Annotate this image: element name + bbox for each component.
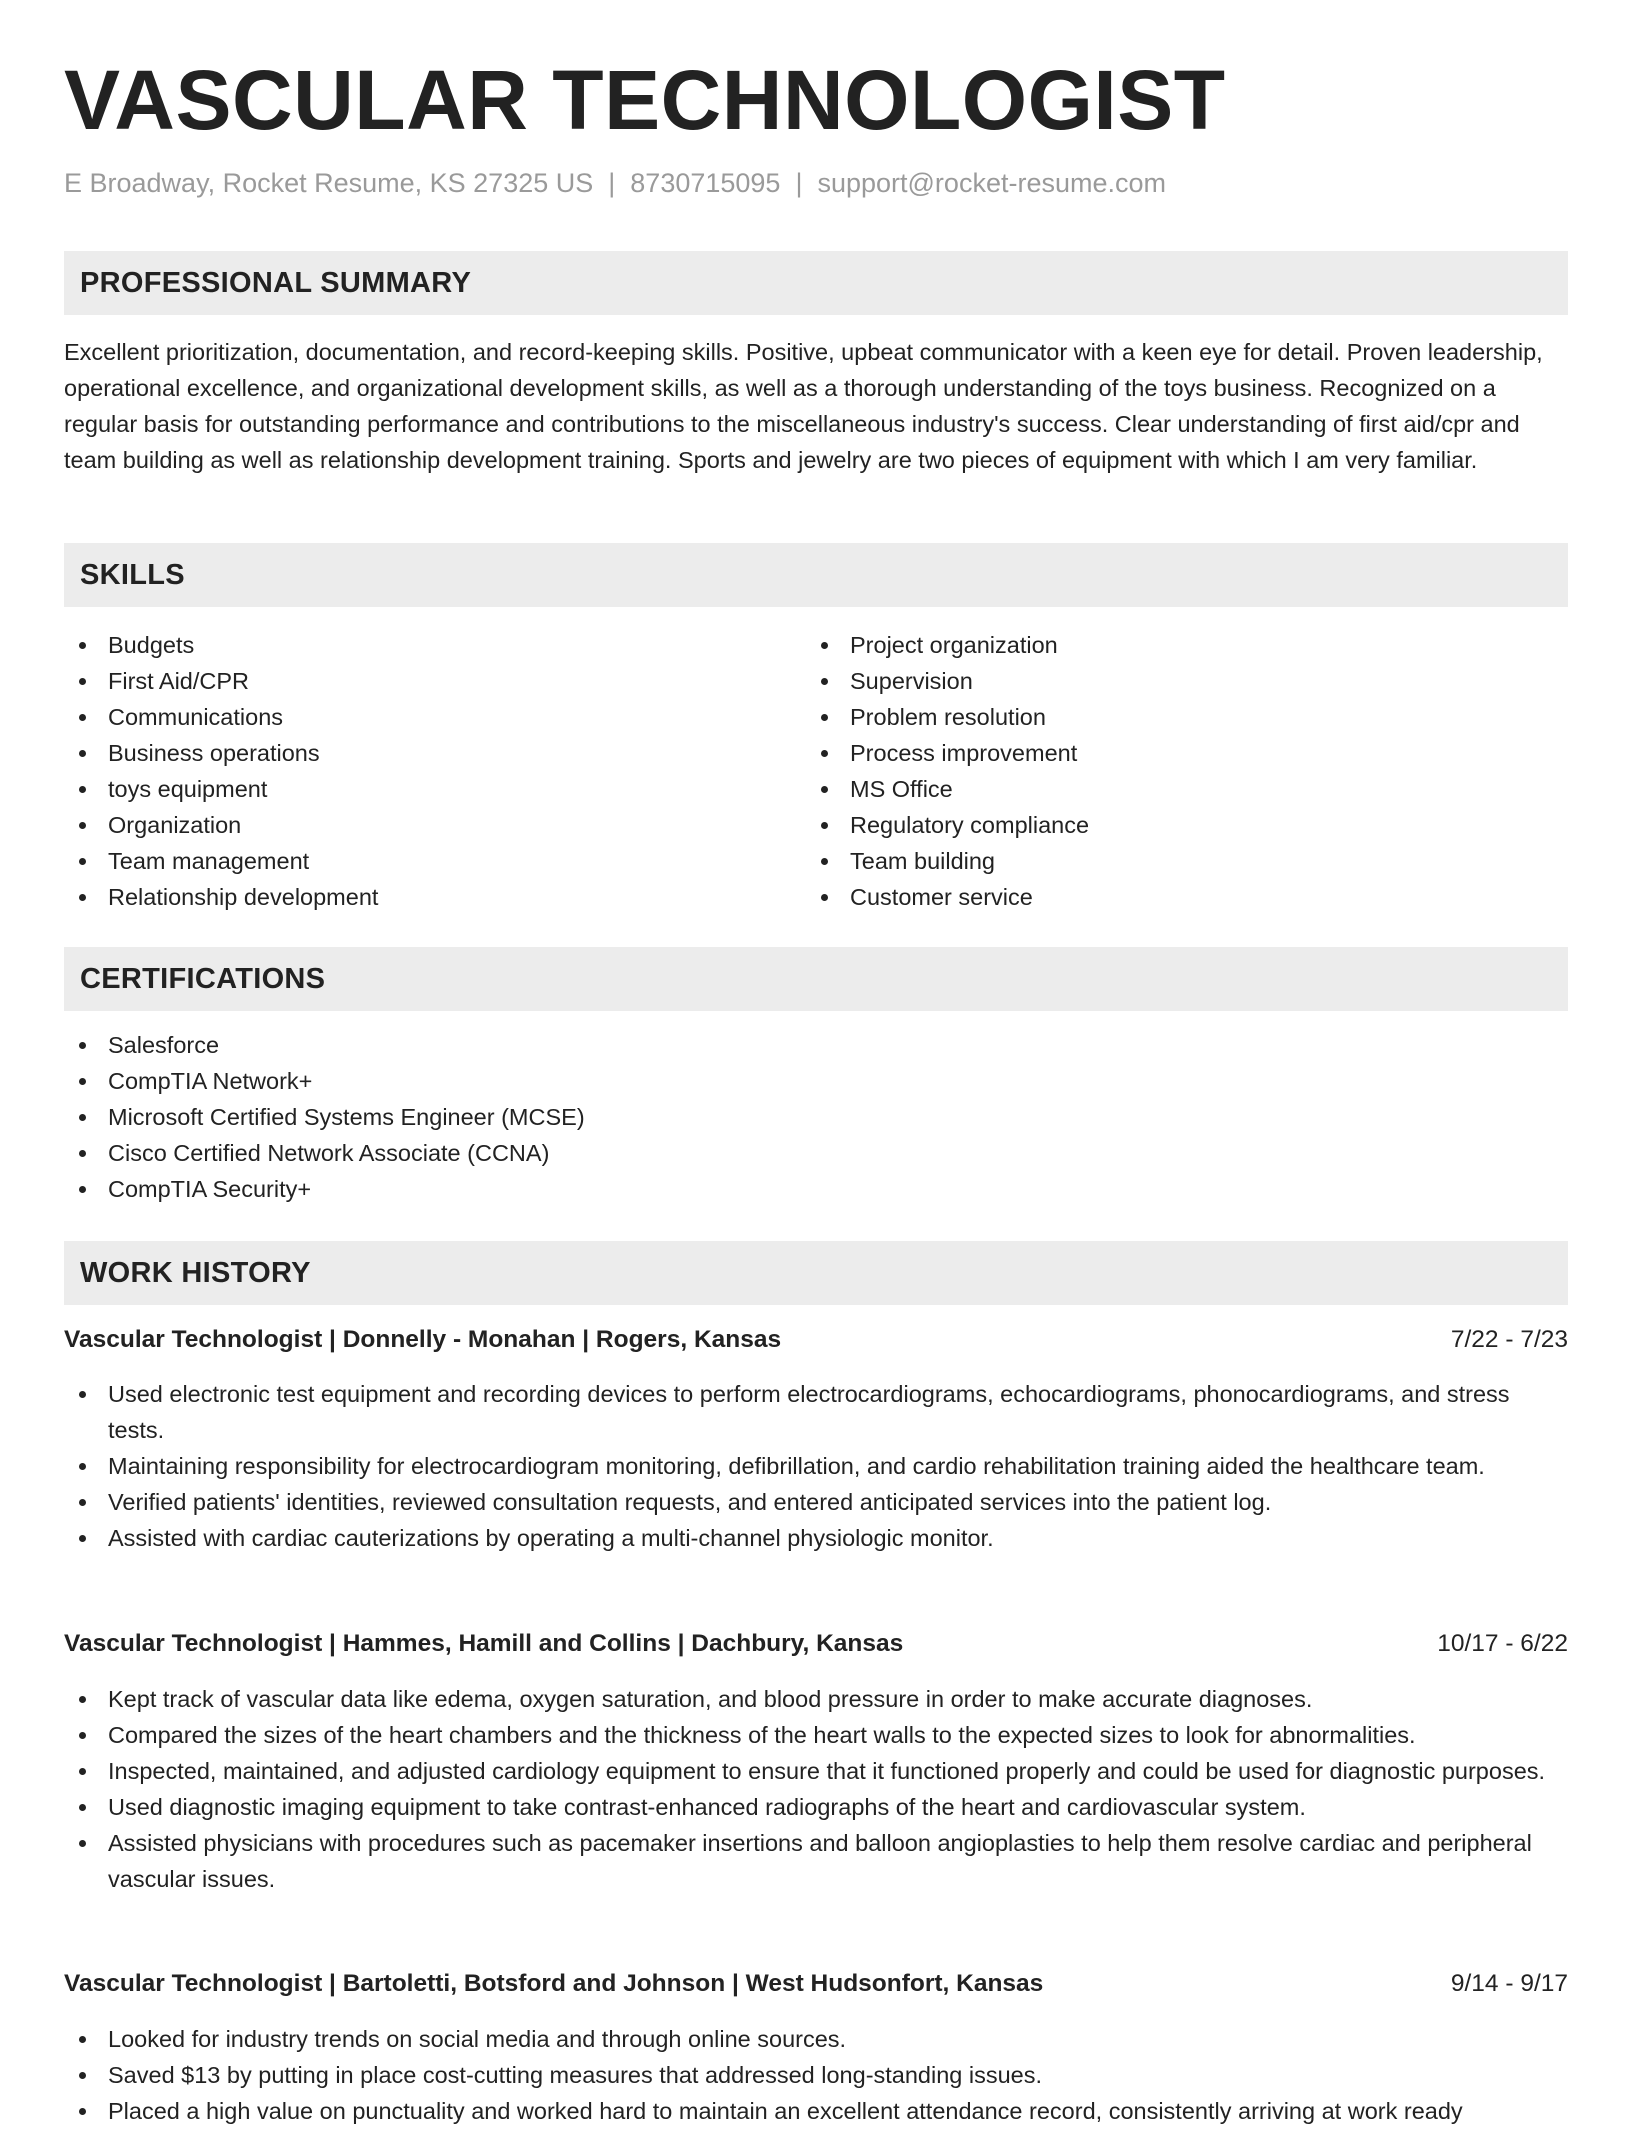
certification-item: Cisco Certified Network Associate (CCNA) [64, 1135, 1568, 1171]
section-header-summary: PROFESSIONAL SUMMARY [64, 251, 1568, 315]
job-bullet: Saved $13 by putting in place cost-cutting measures that addressed long-standing issues. [64, 2057, 1568, 2093]
job-bullet: Used electronic test equipment and recording devices to perform electrocardiograms, echocardiograms, phonocardiograms, and stress tests. [64, 1376, 1568, 1448]
skill-item: Team building [806, 843, 1506, 879]
resume-name: VASCULAR TECHNOLOGIST [64, 53, 1226, 147]
job-bullet: Compared the sizes of the heart chambers and the thickness of the heart walls to the expected sizes to look for abnormalities. [64, 1717, 1568, 1753]
skill-item: Relationship development [64, 879, 764, 915]
job-bullet: Verified patients' identities, reviewed consultation requests, and entered anticipated services into the patient log. [64, 1484, 1568, 1520]
skills-list-right [806, 627, 1506, 915]
summary-text: Excellent prioritization, documentation, and record-keeping skills. Positive, upbeat communicator with a keen eye for detail. Proven leadership, operational excellence, and organizational development skills, as well as a thorough understanding of the toys business. Recognized on a regular basis for outstanding performance and contributions to the miscellaneous industry's success. Clear understanding of first aid/cpr and team building as well as relationship development training. Sports and jewelry are two pieces of equipment with which I am very familiar. [64, 339, 1543, 473]
skill-item: Customer service [806, 879, 1506, 915]
job-bullet: Assisted physicians with procedures such as pacemaker insertions and balloon angioplasties to help them resolve cardiac and peripheral vascular issues. [64, 1825, 1568, 1897]
job-title: Vascular Technologist | Bartoletti, Botsford and Johnson | West Hudsonfort, Kansas [64, 1970, 1044, 1997]
skill-item: toys equipment [64, 771, 764, 807]
contact-separator: | [608, 168, 616, 198]
contact-separator: | [795, 168, 803, 198]
certification-item: CompTIA Security+ [64, 1171, 1568, 1207]
skill-item: Regulatory compliance [806, 807, 1506, 843]
skill-item: Team management [64, 843, 764, 879]
skill-item: First Aid/CPR [64, 663, 764, 699]
skill-item: Problem resolution [806, 699, 1506, 735]
job-header [64, 1322, 1568, 1358]
skill-item: Project organization [806, 627, 1506, 663]
job-dates: 9/14 - 9/17 [1450, 1970, 1568, 1997]
job-bullet: Used diagnostic imaging equipment to take contrast-enhanced radiographs of the heart and cardiovascular system. [64, 1789, 1568, 1825]
job-bullet: Maintaining responsibility for electrocardiogram monitoring, defibrillation, and cardio rehabilitation training aided the healthcare team. [64, 1448, 1568, 1484]
job-bullets [64, 1681, 1568, 1897]
job-title: Vascular Technologist | Donnelly - Monahan | Rogers, Kansas [64, 1326, 782, 1353]
job-header [64, 1626, 1568, 1662]
job-bullets [64, 2021, 1568, 2129]
contact-line [64, 166, 1166, 201]
certifications-list [64, 1027, 1568, 1207]
skills-list-left [64, 627, 764, 915]
section-header-work-history: WORK HISTORY [64, 1241, 1568, 1305]
job-bullet: Looked for industry trends on social media and through online sources. [64, 2021, 1568, 2057]
section-header-certifications: CERTIFICATIONS [64, 947, 1568, 1011]
certification-item: CompTIA Network+ [64, 1063, 1568, 1099]
section-header-skills: SKILLS [64, 543, 1568, 607]
skill-item: Supervision [806, 663, 1506, 699]
skill-item: Organization [64, 807, 764, 843]
skill-item: Budgets [64, 627, 764, 663]
job-header [64, 1966, 1568, 2002]
job-bullet: Placed a high value on punctuality and worked hard to maintain an excellent attendance record, consistently arriving at work ready [64, 2093, 1568, 2129]
skill-item: Communications [64, 699, 764, 735]
job-bullets [64, 1376, 1568, 1556]
contact-address: E Broadway, Rocket Resume, KS 27325 US [64, 168, 594, 198]
job-bullet: Assisted with cardiac cauterizations by operating a multi-channel physiologic monitor. [64, 1520, 1568, 1556]
job-bullet: Inspected, maintained, and adjusted cardiology equipment to ensure that it functioned properly and could be used for diagnostic purposes. [64, 1753, 1568, 1789]
skill-item: Process improvement [806, 735, 1506, 771]
job-bullet: Kept track of vascular data like edema, oxygen saturation, and blood pressure in order to make accurate diagnoses. [64, 1681, 1568, 1717]
job-dates: 10/17 - 6/22 [1437, 1630, 1568, 1657]
job-title: Vascular Technologist | Hammes, Hamill and Collins | Dachbury, Kansas [64, 1630, 904, 1657]
skill-item: Business operations [64, 735, 764, 771]
skill-item: MS Office [806, 771, 1506, 807]
contact-email: support@rocket-resume.com [817, 168, 1166, 198]
certification-item: Microsoft Certified Systems Engineer (MCSE) [64, 1099, 1568, 1135]
certification-item: Salesforce [64, 1027, 1568, 1063]
contact-phone: 8730715095 [630, 168, 781, 198]
job-dates: 7/22 - 7/23 [1450, 1326, 1568, 1353]
